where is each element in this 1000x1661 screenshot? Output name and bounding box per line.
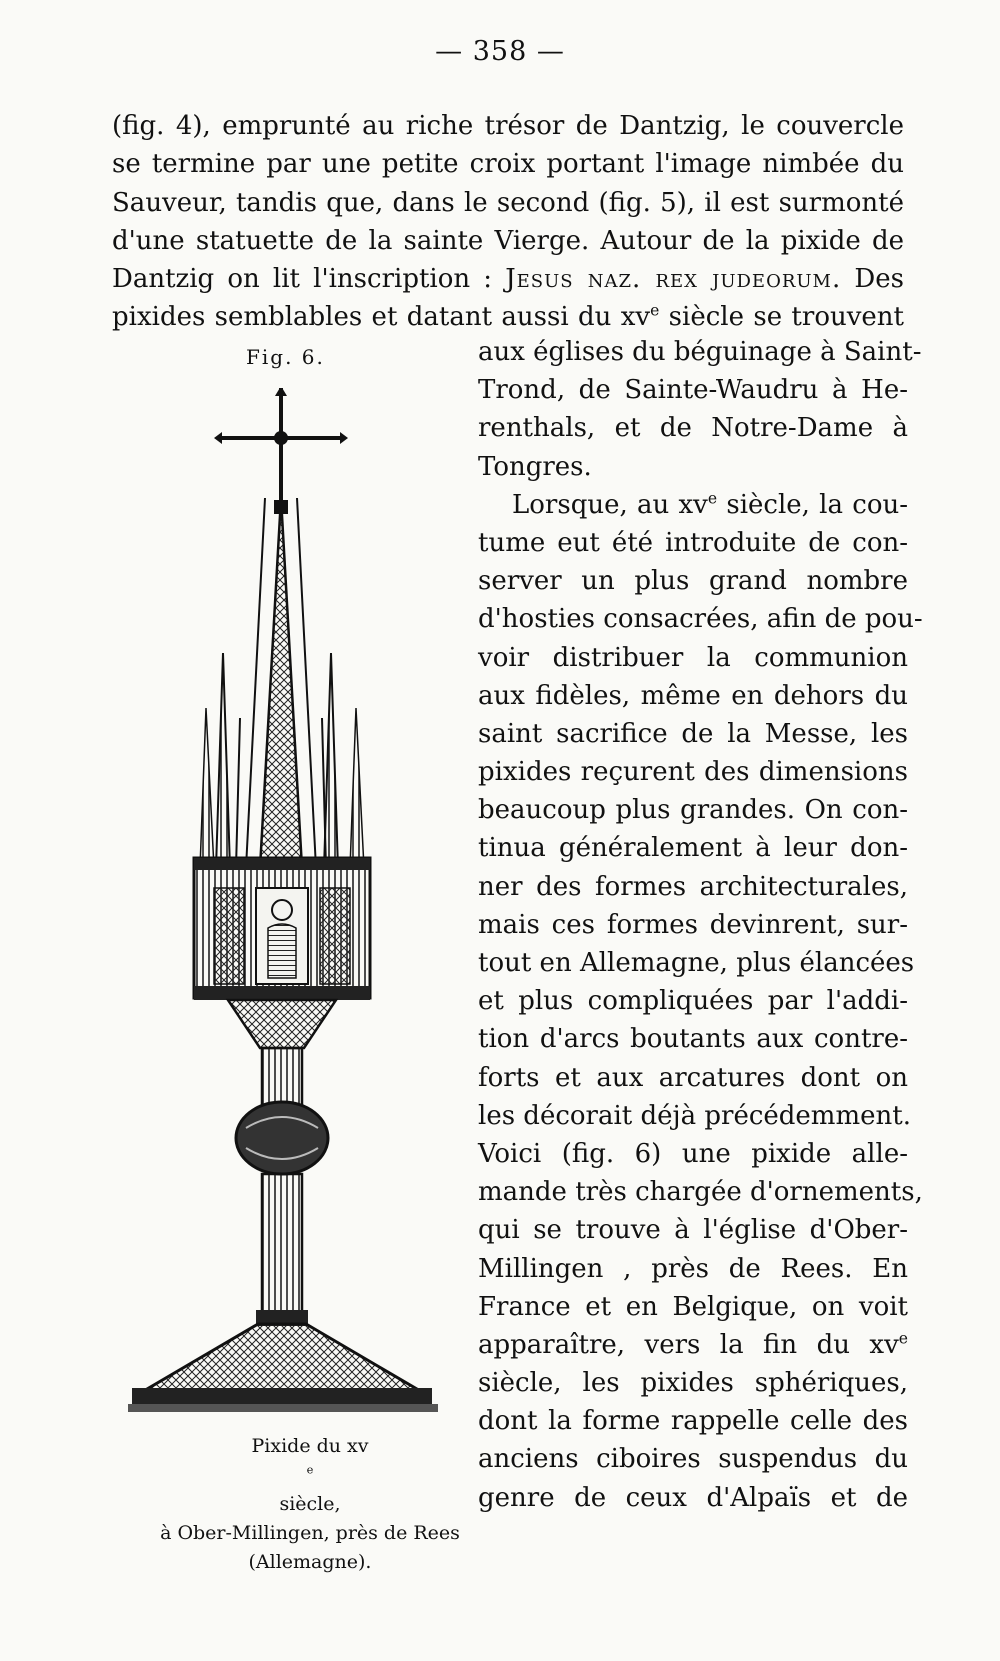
pyx-stem	[228, 1000, 336, 1326]
caption-line: à Ober-Millingen, près de Rees	[160, 1522, 460, 1544]
text-line: siècle, les pixides sphériques,	[478, 1368, 908, 1399]
superscript: e	[898, 1329, 908, 1348]
shrine-body	[194, 858, 370, 1000]
text-line: tout en Allemagne, plus élancées	[478, 948, 915, 978]
cross-icon	[214, 388, 348, 503]
text-line: anciens ciboires suspendus du	[478, 1444, 908, 1475]
text-line: (fig. 4), emprunté au riche trésor de Dantzig, le couvercle	[112, 111, 904, 141]
text-line: mande très chargée d'ornements,	[478, 1177, 923, 1208]
text-fragment: Lorsque, au xv	[512, 489, 708, 520]
figure-label: Fig. 6.	[246, 345, 325, 369]
text-line: aux fidèles, même en dehors du	[478, 680, 908, 711]
text-fragment: pixides semblables et datant aussi du xv	[112, 302, 651, 333]
pyx-foot	[128, 1324, 438, 1412]
superscript: e	[707, 489, 718, 508]
text-line: beaucoup plus grandes. On con-	[478, 795, 908, 826]
superscript: e	[306, 1462, 314, 1477]
text-fragment: siècle,	[279, 1493, 341, 1515]
text-line: Trond, de Sainte-Waudru à He-	[478, 375, 908, 406]
text-fragment: Dantzig on lit l'inscription :	[112, 264, 506, 295]
text-line: dont la forme rappelle celle des	[478, 1406, 908, 1437]
text-line: d'hosties consacrées, afin de pou-	[478, 604, 923, 635]
text-line: ner des formes architecturales,	[478, 871, 908, 902]
text-line: tion d'arcs boutants aux contre-	[478, 1024, 908, 1055]
caption-line	[150, 1432, 470, 1519]
text-fragment: apparaître, vers la fin du xv	[478, 1329, 899, 1360]
text-line: saint sacrifice de la Messe, les	[478, 718, 908, 749]
body-text-full-width	[112, 107, 904, 337]
text-line-inscription	[112, 260, 904, 298]
pyx-engraving	[128, 388, 468, 1428]
inscription-text: Jesus naz. rex judeorum.	[505, 264, 842, 295]
text-line: Tongres.	[478, 451, 592, 482]
text-line: Millingen , près de Rees. En	[478, 1253, 908, 1284]
text-fragment: Pixide du xv	[251, 1435, 369, 1457]
paragraph-first-line	[478, 486, 908, 524]
body-text-column	[478, 333, 923, 1517]
text-line: voir distribuer la communion	[478, 642, 908, 673]
text-line-century	[478, 1326, 908, 1364]
text-line: tume eut été introduite de con-	[478, 527, 908, 558]
text-line-century	[112, 298, 904, 336]
page-number: — 358 —	[435, 36, 565, 67]
text-line: tinua généralement à leur don-	[478, 833, 908, 864]
text-line: genre de ceux d'Alpaïs et de	[478, 1482, 908, 1513]
text-line: pixides reçurent des dimensions	[478, 757, 908, 788]
text-line: Voici (fig. 6) une pixide alle-	[478, 1138, 908, 1169]
text-line: et plus compliquées par l'addi-	[478, 986, 908, 1017]
spire	[246, 498, 316, 868]
text-line: aux églises du béguinage à Saint-	[478, 337, 922, 367]
text-line: France et en Belgique, on voit	[478, 1291, 908, 1322]
figure-caption	[150, 1432, 470, 1577]
text-fragment: siècle se trouvent	[659, 302, 904, 333]
text-line: d'une statuette de la sainte Vierge. Autour de la pixide de	[112, 225, 904, 256]
text-fragment: Des	[841, 264, 904, 295]
text-line: mais ces formes devinrent, sur-	[478, 909, 908, 940]
text-line: renthals, et de Notre-Dame à	[478, 413, 908, 444]
text-line: qui se trouve à l'église d'Ober-	[478, 1215, 908, 1246]
text-line: forts et aux arcatures dont on	[478, 1062, 908, 1093]
superscript: e	[650, 301, 660, 320]
caption-line: (Allemagne).	[248, 1551, 372, 1573]
text-line: server un plus grand nombre	[478, 566, 908, 597]
text-line: se termine par une petite croix portant l'image nimbée du	[112, 149, 904, 180]
text-fragment: siècle, la cou-	[717, 489, 909, 520]
pyx-illustration	[128, 388, 468, 1428]
text-line: les décorait déjà précédemment.	[478, 1100, 911, 1131]
text-line: Sauveur, tandis que, dans le second (fig. 5), il est surmonté	[112, 187, 904, 218]
